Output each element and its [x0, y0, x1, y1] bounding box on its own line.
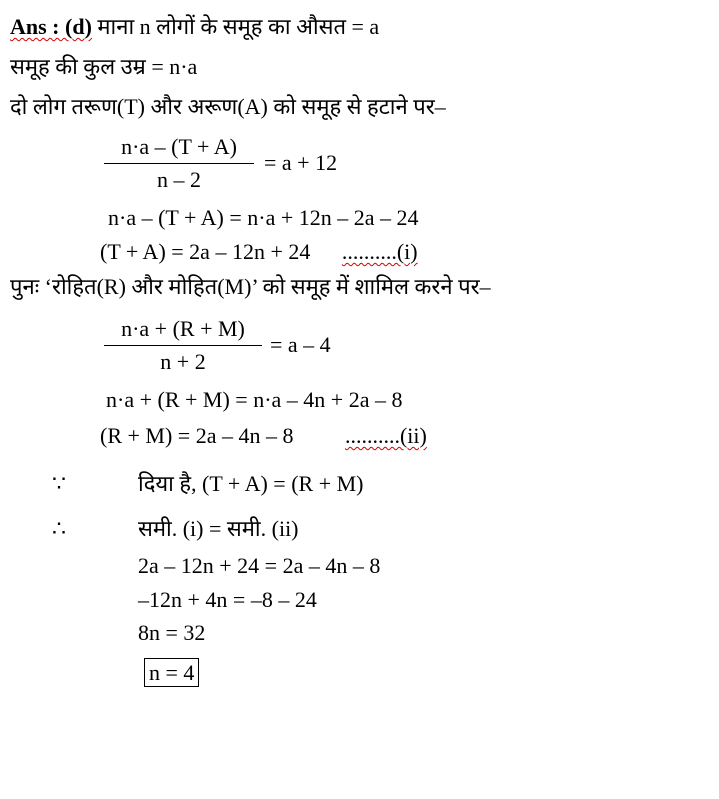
step-3: 8n = 32 — [138, 620, 206, 645]
fraction-remove-denominator: n – 2 — [157, 167, 201, 192]
fraction-remove-rhs: = a + 12 — [264, 150, 338, 175]
fraction-add-rhs: = a – 4 — [270, 332, 331, 357]
equate-line: समी. (i) = समी. (ii) — [138, 516, 299, 541]
fraction-remove-numerator: n·a – (T + A) — [121, 134, 237, 159]
add-two-line: पुनः ‘रोहित(R) और मोहित(M)’ को समूह में शामिल करने पर– — [10, 274, 491, 299]
fraction-bar — [104, 345, 262, 346]
equation-ii — [100, 425, 427, 447]
step-1: 2a – 12n + 24 = 2a – 4n – 8 — [138, 553, 381, 578]
equation-expand-1: n·a – (T + A) = n·a + 12n – 2a – 24 — [108, 205, 419, 230]
answer-heading — [10, 16, 379, 38]
final-answer: n = 4 — [144, 658, 199, 687]
step-2: –12n + 4n = –8 – 24 — [138, 587, 317, 612]
assumption-text: माना n लोगों के समूह का औसत = a — [97, 14, 380, 39]
fraction-add — [104, 316, 262, 375]
fraction-remove — [104, 134, 254, 193]
fraction-bar — [104, 163, 254, 164]
equation-i — [100, 241, 418, 263]
equation-i-text: (T + A) = 2a – 12n + 24 — [100, 239, 311, 264]
fraction-add-denominator: n + 2 — [160, 349, 206, 374]
remove-two-line: दो लोग तरूण(T) और अरूण(A) को समूह से हटाने पर– — [10, 94, 446, 119]
equation-ii-tag: ..........(ii) — [344, 423, 427, 448]
answer-option-label: Ans : (d) — [10, 14, 92, 39]
equation-i-tag: ..........(i) — [341, 239, 418, 264]
because-symbol: ∵ — [52, 471, 66, 496]
final-answer-box — [144, 662, 199, 684]
therefore-symbol: ∴ — [52, 516, 66, 541]
total-age-line: समूह की कुल उम्र = n·a — [10, 54, 198, 79]
equation-ii-text: (R + M) = 2a – 4n – 8 — [100, 423, 294, 448]
given-line: दिया है, (T + A) = (R + M) — [138, 471, 364, 496]
equation-expand-2: n·a + (R + M) = n·a – 4n + 2a – 8 — [106, 387, 403, 412]
fraction-add-numerator: n·a + (R + M) — [121, 316, 245, 341]
